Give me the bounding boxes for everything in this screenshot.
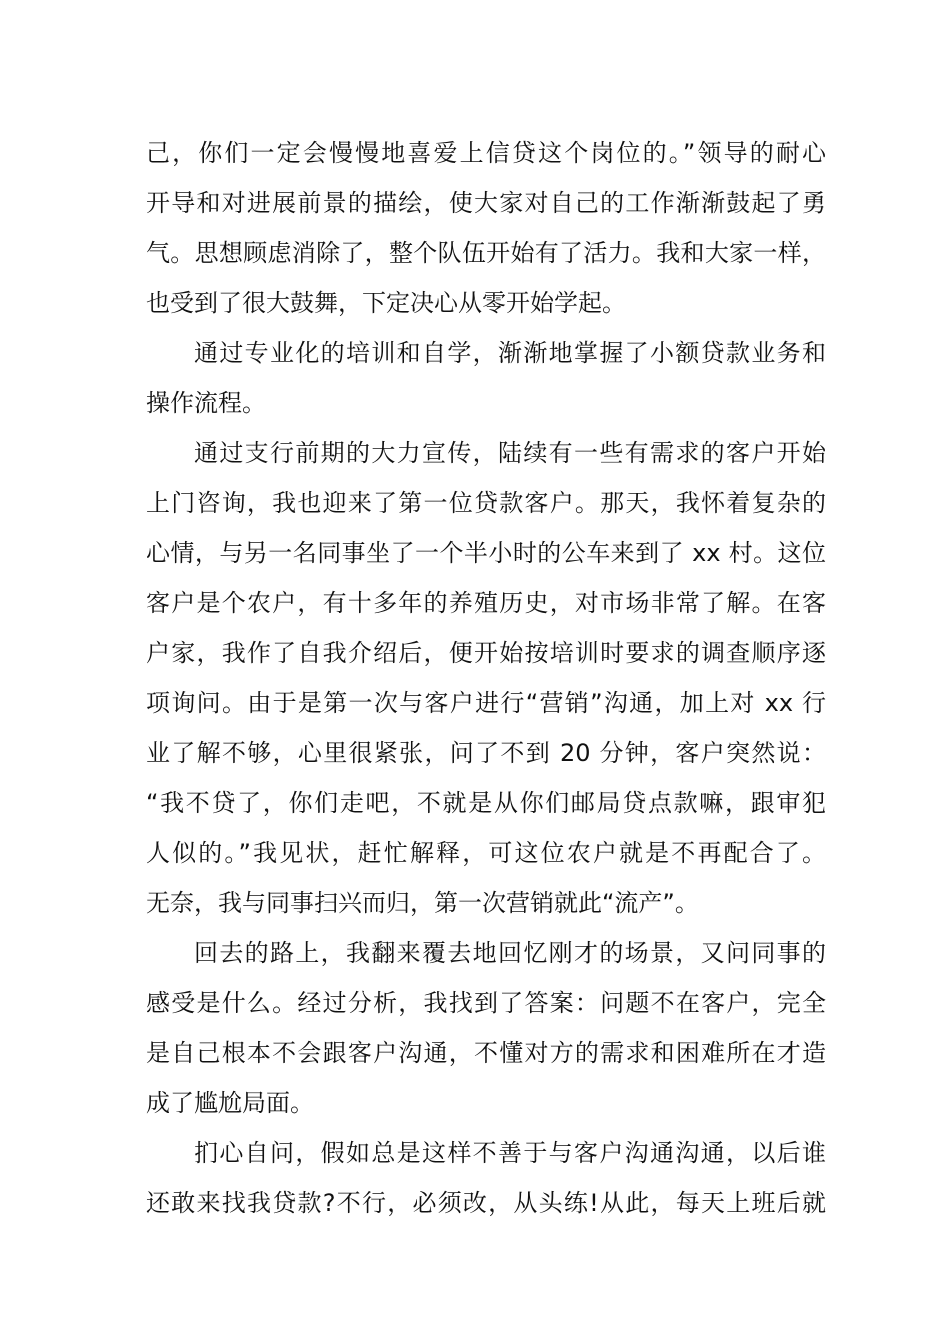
body-text (146, 128, 826, 1228)
text-line: “我不贷了，你们走吧，不就是从你们邮局贷点款嘛，跟审犯 (146, 789, 826, 817)
text-line: 己，你们一定会慢慢地喜爱上信贷这个岗位的。”领导的耐心 (146, 139, 826, 167)
text-line: 无奈，我与同事扫兴而归，第一次营销就此“流产”。 (146, 889, 699, 917)
text-line: 上门咨询，我也迎来了第一位贷款客户。那天，我怀着复杂的 (146, 489, 826, 517)
text-line: 户家，我作了自我介绍后，便开始按培训时要求的调查顺序逐 (146, 639, 826, 667)
text-line: 是自己根本不会跟客户沟通，不懂对方的需求和困难所在才造 (146, 1039, 826, 1067)
text-line: 操作流程。 (146, 389, 266, 417)
paragraph-first-line: 回去的路上，我翻来覆去地回忆刚才的场景，又问同事的 (194, 939, 826, 967)
text-line: 心情，与另一名同事坐了一个半小时的公车来到了 xx 村。这位 (146, 539, 826, 567)
text-line: 人似的。”我见状，赶忙解释，可这位农户就是不再配合了。 (146, 839, 826, 867)
paragraph-first-line: 扪心自问，假如总是这样不善于与客户沟通沟通，以后谁 (194, 1139, 826, 1167)
paragraph-first-line: 通过支行前期的大力宣传，陆续有一些有需求的客户开始 (194, 439, 826, 467)
text-line: 业了解不够，心里很紧张，问了不到 20 分钟，客户突然说： (146, 739, 826, 767)
text-line: 成了尴尬局面。 (146, 1089, 314, 1117)
text-line: 气。思想顾虑消除了，整个队伍开始有了活力。我和大家一样， (146, 239, 826, 267)
text-line: 还敢来找我贷款?不行，必须改，从头练!从此，每天上班后就 (146, 1189, 826, 1217)
text-line: 感受是什么。经过分析，我找到了答案：问题不在客户，完全 (146, 989, 826, 1017)
text-line: 客户是个农户，有十多年的养殖历史，对市场非常了解。在客 (146, 589, 826, 617)
text-line: 开导和对进展前景的描绘，使大家对自己的工作渐渐鼓起了勇 (146, 189, 826, 217)
paragraph-first-line: 通过专业化的培训和自学，渐渐地掌握了小额贷款业务和 (194, 339, 826, 367)
text-line: 项询问。由于是第一次与客户进行“营销”沟通，加上对 xx 行 (146, 689, 826, 717)
text-line: 也受到了很大鼓舞，下定决心从零开始学起。 (146, 289, 626, 317)
